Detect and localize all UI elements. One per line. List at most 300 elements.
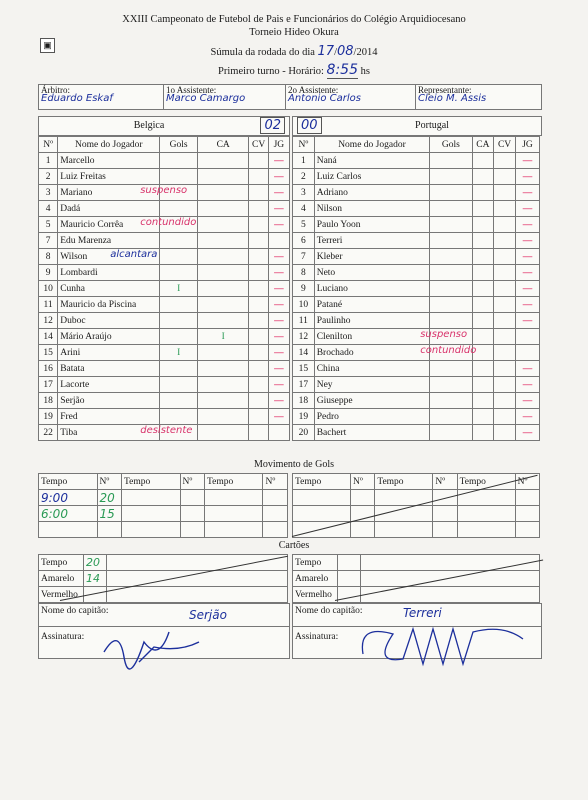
- player-goals: [160, 313, 197, 329]
- left-cards-table: [38, 554, 288, 603]
- player-number: 8: [293, 265, 315, 281]
- player-number: 9: [293, 281, 315, 297]
- player-note: contundido: [140, 217, 197, 228]
- col-red: CV: [494, 137, 516, 153]
- player-red-cards: [249, 313, 268, 329]
- player-number: 16: [39, 361, 58, 377]
- player-yellow-cards: [197, 393, 249, 409]
- player-yellow-cards: [197, 281, 249, 297]
- cards-section-title: Cartões: [278, 540, 310, 551]
- cards-tempo-value: 20: [84, 555, 107, 571]
- player-yellow-cards: [197, 361, 249, 377]
- player-row: [293, 281, 540, 297]
- player-name: Tiba desistente: [58, 425, 160, 441]
- player-yellow-cards: [472, 377, 494, 393]
- cards-yellow-label: Amarelo: [39, 571, 84, 587]
- player-goals: [430, 281, 472, 297]
- player-row: [39, 153, 290, 169]
- player-number: 6: [293, 233, 315, 249]
- player-red-cards: [249, 425, 268, 441]
- player-row: [293, 169, 540, 185]
- tempo-header: Tempo: [375, 474, 433, 490]
- n-header: Nº: [97, 474, 121, 490]
- player-played: [515, 345, 539, 361]
- player-yellow-cards: [472, 153, 494, 169]
- turn-line: [0, 62, 588, 78]
- player-yellow-cards: [197, 313, 249, 329]
- player-row: [293, 377, 540, 393]
- player-name: Neto: [314, 265, 429, 281]
- player-red-cards: [249, 185, 268, 201]
- player-goals: [420, 345, 477, 361]
- player-goals: [430, 265, 472, 281]
- player-number: 22: [39, 425, 58, 441]
- player-played: —: [268, 201, 289, 217]
- player-played: —: [515, 377, 539, 393]
- player-red-cards: [494, 185, 516, 201]
- goal-row: [39, 506, 288, 522]
- player-number: 19: [39, 409, 58, 425]
- player-name: Batata: [58, 361, 160, 377]
- player-number: 14: [39, 329, 58, 345]
- player-played: —: [268, 393, 289, 409]
- player-yellow-cards: I: [197, 329, 249, 345]
- left-captain-name: Serjão: [189, 608, 227, 622]
- player-number: 7: [293, 249, 315, 265]
- left-team-score: 02: [260, 117, 285, 134]
- player-red-cards: [494, 249, 516, 265]
- player-name: Luiz Freitas: [58, 169, 160, 185]
- player-red-cards: [494, 425, 516, 441]
- player-number: 14: [293, 345, 315, 361]
- player-row: [293, 361, 540, 377]
- player-yellow-cards: [472, 409, 494, 425]
- date-month: 08: [337, 44, 354, 59]
- cards-red-label: Vermelho: [293, 587, 338, 603]
- tempo-header: Tempo: [293, 474, 351, 490]
- player-played: —: [515, 249, 539, 265]
- player-row: [39, 169, 290, 185]
- player-row: [293, 345, 540, 361]
- player-name: Lombardi: [58, 265, 160, 281]
- player-note: suspenso: [420, 329, 468, 340]
- player-name: Luciano: [314, 281, 429, 297]
- player-goals: [160, 361, 197, 377]
- player-red-cards: [494, 233, 516, 249]
- player-played: —: [268, 217, 289, 233]
- representative-box: [415, 84, 542, 110]
- player-name: Adriano: [314, 185, 429, 201]
- date-day: 17: [317, 44, 335, 59]
- player-played: —: [268, 329, 289, 345]
- player-name: Paulinho: [314, 313, 429, 329]
- date-prefix: Súmula da rodada do dia: [210, 47, 315, 58]
- left-signature: [99, 622, 219, 670]
- player-name: Serjão: [58, 393, 160, 409]
- player-red-cards: [249, 377, 268, 393]
- player-goals: [430, 233, 472, 249]
- player-note: suspenso: [140, 185, 188, 196]
- col-red: CV: [249, 137, 268, 153]
- goal-time: 6:00: [39, 506, 98, 522]
- player-red-cards: [249, 249, 268, 265]
- player-name: Clenilton: [314, 329, 429, 345]
- player-played: —: [268, 281, 289, 297]
- player-number: 4: [39, 201, 58, 217]
- representative-label: Representante:: [418, 85, 472, 95]
- player-goals: [430, 185, 472, 201]
- player-goals: [430, 425, 472, 441]
- col-yellow: CA: [472, 137, 494, 153]
- player-number: 17: [39, 377, 58, 393]
- captain-label: Nome do capitão:: [295, 606, 363, 616]
- player-played: —: [268, 345, 289, 361]
- player-row: [39, 217, 290, 233]
- cards-yellow-label: Amarelo: [293, 571, 338, 587]
- player-yellow-cards: [472, 169, 494, 185]
- col-number: Nº: [293, 137, 315, 153]
- cards-tempo-label: Tempo: [293, 555, 338, 571]
- player-yellow-cards: [472, 185, 494, 201]
- player-name: Ney: [314, 377, 429, 393]
- player-red-cards: [249, 361, 268, 377]
- player-goals: [430, 249, 472, 265]
- player-goals: [160, 249, 197, 265]
- player-yellow-cards: [197, 201, 249, 217]
- left-captain-box: [38, 603, 290, 659]
- left-goals-table: [38, 473, 288, 538]
- right-team-score: 00: [297, 117, 322, 134]
- player-red-cards: [494, 281, 516, 297]
- player-played: —: [515, 281, 539, 297]
- left-roster-header: [39, 137, 290, 153]
- player-note: alcantara: [110, 249, 158, 260]
- assistant2-name: Antonio Carlos: [288, 93, 361, 104]
- player-played: —: [515, 297, 539, 313]
- player-goals: [160, 297, 197, 313]
- match-time: 8:55: [326, 62, 358, 78]
- player-red-cards: [494, 153, 516, 169]
- player-yellow-cards: [197, 409, 249, 425]
- captain-label: Nome do capitão:: [41, 606, 109, 616]
- player-name: Mauricio da Piscina: [58, 297, 160, 313]
- right-captain-box: [292, 603, 542, 659]
- player-yellow-cards: [197, 345, 249, 361]
- player-goals: [430, 169, 472, 185]
- player-goals: [160, 201, 197, 217]
- player-row: [39, 265, 290, 281]
- player-played: —: [268, 153, 289, 169]
- player-red-cards: [494, 409, 516, 425]
- player-red-cards: [494, 361, 516, 377]
- player-yellow-cards: [197, 297, 249, 313]
- player-red-cards: [249, 265, 268, 281]
- player-row: [39, 233, 290, 249]
- signature-label: Assinatura:: [41, 632, 85, 642]
- player-row: [39, 249, 290, 265]
- player-played: —: [515, 217, 539, 233]
- player-goals: [160, 393, 197, 409]
- player-played: —: [515, 185, 539, 201]
- player-goals: [160, 265, 197, 281]
- player-name: Arini: [58, 345, 160, 361]
- player-played: [268, 233, 289, 249]
- player-yellow-cards: [472, 233, 494, 249]
- player-played: —: [268, 249, 289, 265]
- goal-time: 9:00: [39, 490, 98, 506]
- player-played: —: [515, 361, 539, 377]
- player-name: China: [314, 361, 429, 377]
- player-red-cards: [494, 345, 516, 361]
- player-name: Mário Araújo: [58, 329, 160, 345]
- representative-name: Cleio M. Assis: [418, 93, 487, 104]
- player-row: [39, 297, 290, 313]
- player-played: —: [515, 393, 539, 409]
- tempo-header: Tempo: [39, 474, 98, 490]
- col-goals: Gols: [160, 137, 197, 153]
- assistant1-label: 1o Assistente:: [166, 85, 217, 95]
- player-red-cards: [249, 153, 268, 169]
- player-row: [39, 361, 290, 377]
- player-played: —: [515, 425, 539, 441]
- assistant1-name: Marco Camargo: [166, 93, 246, 104]
- player-goals: [430, 361, 472, 377]
- right-roster-header: [293, 137, 540, 153]
- player-name: Pedro: [314, 409, 429, 425]
- player-number: 10: [293, 297, 315, 313]
- n-header: Nº: [180, 474, 204, 490]
- player-yellow-cards: [197, 169, 249, 185]
- player-goals: [420, 329, 472, 345]
- right-signature: [353, 614, 533, 676]
- player-name: Nilson: [314, 201, 429, 217]
- player-number: 20: [293, 425, 315, 441]
- player-row: [39, 185, 290, 201]
- player-played: —: [515, 409, 539, 425]
- cards-yellow-value: 14: [84, 571, 107, 587]
- player-goals: [160, 409, 197, 425]
- player-name: Kleber: [314, 249, 429, 265]
- right-team-header: [292, 116, 542, 136]
- player-played: —: [515, 201, 539, 217]
- player-row: [39, 425, 290, 441]
- player-row: [293, 329, 540, 345]
- col-played: JG: [268, 137, 289, 153]
- player-name: Lacorte: [58, 377, 160, 393]
- tempo-header: Tempo: [121, 474, 180, 490]
- col-name: Nome do Jogador: [314, 137, 429, 153]
- player-red-cards: [249, 217, 268, 233]
- player-goals: [430, 409, 472, 425]
- referee-label: Árbitro:: [41, 85, 70, 95]
- player-yellow-cards: [197, 185, 249, 201]
- player-played: —: [515, 265, 539, 281]
- player-red-cards: [249, 233, 268, 249]
- player-row: [39, 281, 290, 297]
- tempo-header: Tempo: [204, 474, 263, 490]
- player-number: 1: [293, 153, 315, 169]
- player-number: 5: [39, 217, 58, 233]
- player-goals: [160, 233, 197, 249]
- player-row: [293, 185, 540, 201]
- player-row: [293, 393, 540, 409]
- player-red-cards: [494, 393, 516, 409]
- col-number: Nº: [39, 137, 58, 153]
- cards-tempo-label: Tempo: [39, 555, 84, 571]
- player-yellow-cards: [472, 425, 494, 441]
- referee-box: [38, 84, 165, 110]
- player-name: Dadá: [58, 201, 160, 217]
- signature-label: Assinatura:: [295, 632, 339, 642]
- player-row: [293, 409, 540, 425]
- player-played: —: [268, 361, 289, 377]
- player-row: [293, 217, 540, 233]
- player-goals: I: [160, 281, 197, 297]
- player-name: Brochado: [314, 345, 429, 361]
- player-red-cards: [494, 377, 516, 393]
- player-yellow-cards: [197, 249, 249, 265]
- player-number: 18: [39, 393, 58, 409]
- player-name: Wilson alcantara: [58, 249, 160, 265]
- player-yellow-cards: [197, 377, 249, 393]
- player-number: 7: [39, 233, 58, 249]
- hours-suffix: hs: [360, 66, 370, 77]
- player-goals: [430, 393, 472, 409]
- player-played: [268, 425, 289, 441]
- player-name: Duboc: [58, 313, 160, 329]
- player-number: 10: [39, 281, 58, 297]
- player-goals: [430, 153, 472, 169]
- n-header: Nº: [351, 474, 375, 490]
- player-name: Naná: [314, 153, 429, 169]
- left-roster-table: [38, 136, 290, 441]
- player-name: Giuseppe: [314, 393, 429, 409]
- player-name: Luiz Carlos: [314, 169, 429, 185]
- player-goals: [430, 217, 472, 233]
- player-red-cards: [249, 345, 268, 361]
- goal-number: 20: [97, 490, 121, 506]
- header-subtitle: Torneio Hideo Okura: [249, 27, 339, 38]
- player-red-cards: [249, 297, 268, 313]
- player-yellow-cards: [472, 313, 494, 329]
- goal-row: [39, 490, 288, 506]
- tempo-header: Tempo: [457, 474, 515, 490]
- player-number: 18: [293, 393, 315, 409]
- player-number: 3: [39, 185, 58, 201]
- player-row: [293, 201, 540, 217]
- player-number: 17: [293, 377, 315, 393]
- player-name: Mauricio Corrêa contundido: [58, 217, 160, 233]
- player-name: Patané: [314, 297, 429, 313]
- player-goals: [430, 297, 472, 313]
- player-yellow-cards: [197, 153, 249, 169]
- player-name: Edu Marenza: [58, 233, 160, 249]
- assistant2-label: 2o Assistente:: [288, 85, 339, 95]
- player-played: —: [515, 233, 539, 249]
- player-number: 4: [293, 201, 315, 217]
- player-red-cards: [494, 297, 516, 313]
- player-goals: [160, 329, 197, 345]
- assistant1-box: [163, 84, 287, 110]
- player-number: 5: [293, 217, 315, 233]
- player-red-cards: [494, 265, 516, 281]
- player-row: [293, 425, 540, 441]
- player-row: [293, 249, 540, 265]
- player-yellow-cards: [472, 265, 494, 281]
- player-row: [39, 313, 290, 329]
- col-yellow: CA: [197, 137, 249, 153]
- col-name: Nome do Jogador: [58, 137, 160, 153]
- player-yellow-cards: [472, 393, 494, 409]
- player-row: [39, 345, 290, 361]
- player-played: —: [268, 313, 289, 329]
- player-number: 2: [39, 169, 58, 185]
- player-yellow-cards: [472, 249, 494, 265]
- player-number: 8: [39, 249, 58, 265]
- player-yellow-cards: [472, 361, 494, 377]
- n-header: Nº: [263, 474, 288, 490]
- n-header: Nº: [433, 474, 457, 490]
- player-played: [515, 329, 539, 345]
- player-red-cards: [249, 201, 268, 217]
- player-yellow-cards: [472, 201, 494, 217]
- player-number: 12: [39, 313, 58, 329]
- match-date-line: Súmula da rodada do dia 17/08/2014: [210, 44, 378, 59]
- player-name: Fred: [58, 409, 160, 425]
- goal-number: 15: [97, 506, 121, 522]
- assistant2-box: [285, 84, 417, 110]
- player-yellow-cards: [472, 297, 494, 313]
- right-team-name: Portugal: [415, 120, 449, 131]
- date-year: /2014: [353, 47, 378, 58]
- player-red-cards: [494, 329, 516, 345]
- player-number: 2: [293, 169, 315, 185]
- player-yellow-cards: [472, 329, 494, 345]
- player-yellow-cards: [472, 281, 494, 297]
- player-goals: [160, 377, 197, 393]
- player-name: Cunha: [58, 281, 160, 297]
- player-number: 1: [39, 153, 58, 169]
- player-played: —: [268, 297, 289, 313]
- player-goals: [430, 377, 472, 393]
- col-goals: Gols: [430, 137, 472, 153]
- player-row: [293, 153, 540, 169]
- turn-label: Primeiro turno - Horário:: [218, 66, 324, 77]
- player-yellow-cards: [472, 217, 494, 233]
- n-header: Nº: [515, 474, 539, 490]
- right-roster-table: [292, 136, 540, 441]
- player-yellow-cards: [197, 265, 249, 281]
- player-number: 19: [293, 409, 315, 425]
- player-row: [293, 297, 540, 313]
- header-title: XXIII Campeonato de Futebol de Pais e Funcionários do Colégio Arquidiocesano: [122, 14, 466, 25]
- player-row: [39, 329, 290, 345]
- player-red-cards: [249, 281, 268, 297]
- left-team-name: Belgica: [133, 120, 165, 131]
- player-red-cards: [249, 393, 268, 409]
- player-note: desistente: [140, 425, 193, 436]
- player-played: —: [268, 185, 289, 201]
- player-red-cards: [494, 313, 516, 329]
- left-team-header: [38, 116, 290, 136]
- player-red-cards: [494, 169, 516, 185]
- player-played: —: [268, 265, 289, 281]
- player-row: [39, 377, 290, 393]
- player-goals: I: [160, 345, 197, 361]
- player-red-cards: [249, 169, 268, 185]
- player-goals: [430, 201, 472, 217]
- goals-section-title: Movimento de Gols: [254, 459, 334, 470]
